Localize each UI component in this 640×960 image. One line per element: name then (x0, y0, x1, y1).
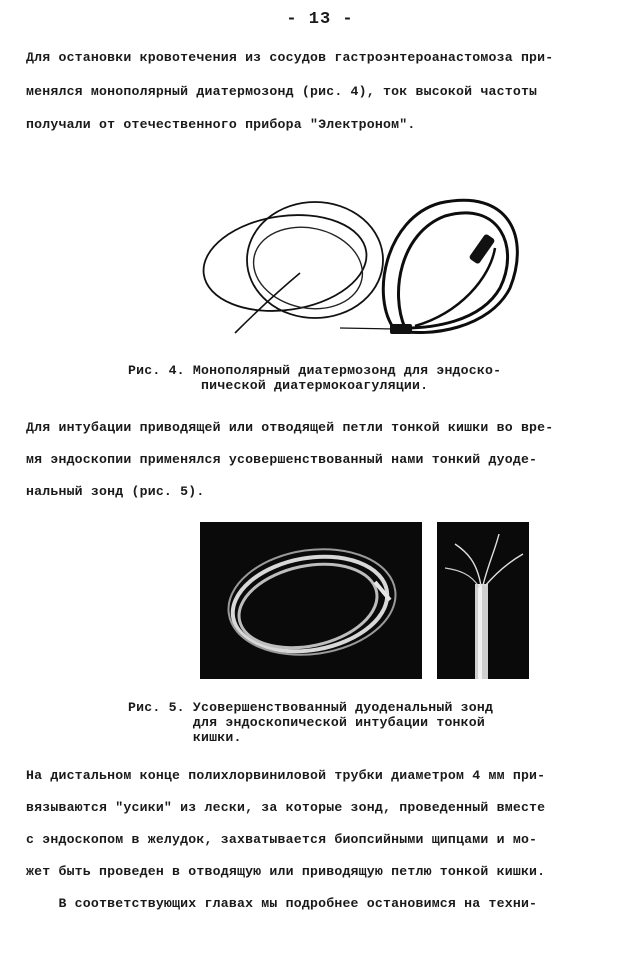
text-line: В соответствующих главах мы подробнее остановимся на техни- (26, 896, 538, 911)
text-line: Для интубации приводящей или отводящей петли тонкой кишки во вре- (26, 420, 554, 435)
figure-5-photo-coiled-tube (200, 522, 422, 679)
text-line: с эндоскопом в желудок, захватывается биопсийными щипцами и мо- (26, 832, 538, 847)
figure-4-photo (190, 178, 535, 348)
caption-line: пической диатермокоагуляции. (128, 378, 429, 393)
caption-line: кишки. (128, 730, 242, 745)
page-number: - 13 - (286, 10, 354, 29)
figure-5-caption (128, 700, 493, 745)
text-line: получали от отечественного прибора "Электроном". (26, 117, 416, 132)
caption-line: Рис. 4. Монополярный диатермозонд для эндоско- (128, 363, 502, 378)
text-line: На дистальном конце полихлорвиниловой трубки диаметром 4 мм при- (26, 768, 546, 783)
text-line: нальный зонд (рис. 5). (26, 484, 205, 499)
figure-4-caption (128, 363, 501, 393)
figure-5-photo-tube-tip (437, 522, 529, 679)
caption-line: для эндоскопической интубации тонкой (128, 715, 486, 730)
text-line: вязываются "усики" из лески, за которые зонд, проведенный вместе (26, 800, 546, 815)
text-line: жет быть проведен в отводящую или приводящую петлю тонкой кишки. (26, 864, 546, 879)
text-line: Для остановки кровотечения из сосудов гастроэнтероанастомоза при- (26, 50, 554, 65)
caption-line: Рис. 5. Усовершенствованный дуоденальный зонд (128, 700, 494, 715)
text-line: мя эндоскопии применялся усовершенствованный нами тонкий дуоде- (26, 452, 538, 467)
text-line: менялся монополярный диатермозонд (рис. 4), ток высокой частоты (26, 84, 538, 99)
